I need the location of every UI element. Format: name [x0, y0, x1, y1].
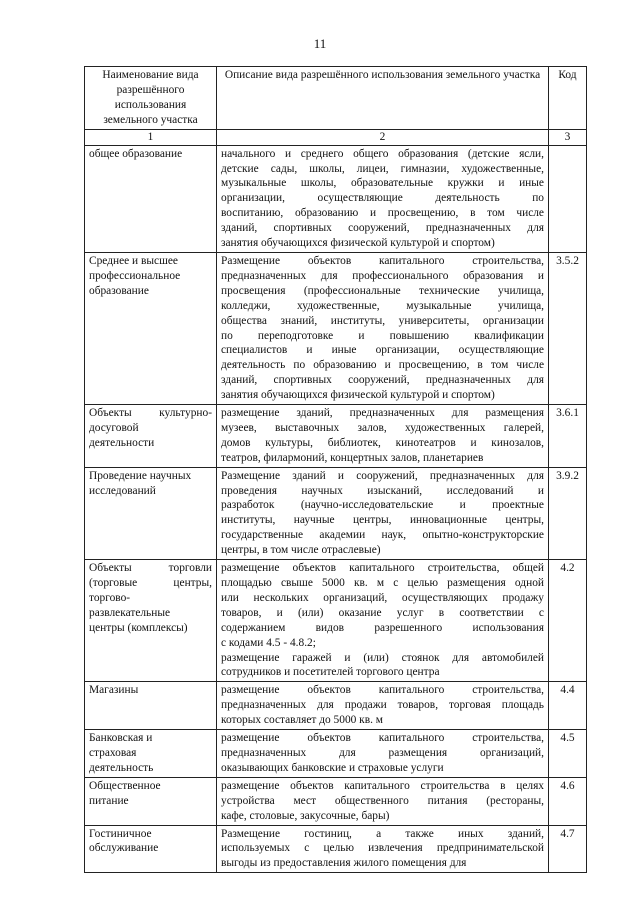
land-use-code: 3.5.2: [549, 252, 587, 404]
description-line: размещение гаражей и (или) стоянок для автомобилей: [221, 651, 544, 664]
table-row: [85, 730, 587, 778]
name-line: общее образование: [89, 147, 183, 160]
land-use-description: [217, 825, 549, 873]
land-use-name: [85, 145, 217, 252]
description-line: проведения научных изысканий, исследований и: [221, 484, 544, 497]
name-line: Объекты торговли: [89, 562, 212, 575]
description-line: просвещения (профессиональные технические училища,: [221, 284, 544, 297]
table-row: [85, 777, 587, 825]
description-line: выгоды из предоставления жилого помещения для: [221, 857, 467, 870]
land-use-code: 4.5: [549, 730, 587, 778]
name-line: Среднее и высшее: [89, 254, 178, 267]
name-line: страховая: [89, 746, 137, 759]
column-number-row: [85, 129, 587, 145]
table-row: [85, 825, 587, 873]
land-use-description: [217, 405, 549, 468]
table-row: [85, 405, 587, 468]
land-use-name: [85, 467, 217, 559]
name-line: питание: [89, 794, 129, 807]
description-line: с кодами 4.5 - 4.8.2;: [221, 636, 316, 649]
land-use-name: [85, 682, 217, 730]
description-line: центры, в том числе отраслевые): [221, 544, 381, 557]
description-line: размещение зданий, предназначенных для размещения: [221, 407, 544, 420]
land-use-description: [217, 560, 549, 682]
description-line: зданий, спортивных сооружений, предназначенных для: [221, 374, 544, 387]
name-line: торгово-: [89, 591, 131, 604]
name-line: досуговой: [89, 421, 139, 434]
description-line: предназначенных для размещения организаций,: [221, 746, 544, 759]
header-name: Наименование вида разрешённого использования земельного участка: [85, 67, 217, 130]
description-line: кафе, столовые, закусочные, бары): [221, 809, 390, 822]
description-line: деятельность по образованию и просвещению, в том числе: [221, 359, 544, 372]
name-line: (торговые центры,: [89, 577, 212, 589]
description-line: зданий, спортивных сооружений, предназначенных для: [221, 222, 544, 235]
description-line: по переподготовке и повышению квалификации: [221, 329, 544, 342]
land-use-name: [85, 825, 217, 873]
description-line: воспитанию, образованию и просвещению, в том числе: [221, 207, 544, 220]
description-line: Размещение гостиниц, а также иных зданий,: [221, 827, 544, 840]
land-use-description: [217, 467, 549, 559]
table-header-row: [85, 67, 587, 130]
name-line: деятельности: [89, 436, 155, 449]
land-use-code: 4.7: [549, 825, 587, 873]
description-line: товаров, и (или) оказание услуг в соответствии с: [221, 606, 544, 619]
land-use-description: [217, 145, 549, 252]
description-line: общества знаний, институты, университеты, организации: [221, 314, 544, 327]
land-use-description: [217, 777, 549, 825]
name-line: развлекательные: [89, 606, 171, 619]
description-line: музыкальные школы, образовательные кружки и иные: [221, 177, 544, 190]
name-line: Общественное: [89, 779, 161, 792]
description-line: начального и среднего общего образования (детские ясли,: [221, 147, 544, 160]
description-line: домов культуры, библиотек, кинотеатров и кинозалов,: [221, 436, 544, 449]
name-line: деятельность: [89, 761, 154, 774]
land-use-code: [549, 145, 587, 252]
description-line: устройства мест общественного питания (рестораны,: [221, 794, 544, 807]
name-line: центры (комплексы): [89, 621, 188, 634]
table-row: [85, 145, 587, 252]
column-number: 1: [85, 129, 217, 145]
land-use-name: [85, 405, 217, 468]
land-use-name: [85, 560, 217, 682]
description-line: которых составляет до 5000 кв. м: [221, 714, 383, 727]
land-use-code: 3.6.1: [549, 405, 587, 468]
description-line: площадью свыше 5000 кв. м с целью размещения одной: [221, 577, 544, 589]
table-row: [85, 560, 587, 682]
land-use-code: 3.9.2: [549, 467, 587, 559]
description-line: театров, филармоний, концертных залов, планетариев: [221, 451, 484, 464]
name-line: Объекты культурно-: [89, 407, 212, 420]
land-use-name: [85, 252, 217, 404]
header-code: Код: [549, 67, 587, 130]
description-line: сотрудников и посетителей торгового центра: [221, 666, 440, 679]
name-line: обслуживание: [89, 842, 159, 855]
table-body: [85, 145, 587, 873]
land-use-description: [217, 730, 549, 778]
name-line: образование: [89, 284, 149, 297]
description-line: занятия обучающихся физической культурой и спортом): [221, 389, 495, 402]
table-row: [85, 467, 587, 559]
description-line: государственные академии наук, опытно-конструкторские: [221, 529, 544, 542]
column-number: 2: [217, 129, 549, 145]
description-line: или нескольких организаций, осуществляющих продажу: [221, 591, 544, 604]
description-line: институты, научные центры, инновационные центры,: [221, 514, 544, 527]
description-line: предназначенных для продажи товаров, торговая площадь: [221, 699, 544, 712]
description-line: колледжи, художественные, музыкальные училища,: [221, 299, 544, 312]
name-line: Магазины: [89, 684, 139, 697]
land-use-name: [85, 777, 217, 825]
description-line: детские сады, школы, лицеи, гимназии, художественные,: [221, 162, 544, 175]
land-use-code: 4.4: [549, 682, 587, 730]
description-line: размещение объектов капитального строительства в целях: [221, 779, 544, 792]
name-line: Банковская и: [89, 732, 153, 745]
land-use-description: [217, 252, 549, 404]
land-use-table: [84, 66, 587, 873]
header-description: Описание вида разрешённого использования земельного участка: [217, 67, 549, 130]
column-number: 3: [549, 129, 587, 145]
table-row: [85, 682, 587, 730]
page-number: 11: [313, 36, 327, 51]
name-line: Проведение научных: [89, 469, 192, 482]
description-line: размещение объектов капитального строительства, общей: [221, 562, 544, 575]
name-line: исследований: [89, 484, 156, 497]
description-line: предназначенных для профессионального образования и: [221, 269, 544, 282]
land-use-name: [85, 730, 217, 778]
description-line: размещение объектов капитального строительства,: [221, 684, 544, 697]
description-line: разработок (научно-исследовательские и проектные: [221, 499, 544, 512]
description-line: размещение объектов капитального строительства,: [221, 732, 544, 745]
description-line: организации, осуществляющие деятельность по: [221, 192, 544, 205]
description-line: Размещение зданий и сооружений, предназначенных для: [221, 469, 544, 482]
name-line: Гостиничное: [89, 827, 152, 840]
name-line: профессиональное: [89, 269, 181, 282]
description-line: занятия обучающихся физической культурой и спортом): [221, 237, 495, 250]
land-use-code: 4.6: [549, 777, 587, 825]
land-use-description: [217, 682, 549, 730]
description-line: оказывающих банковские и страховые услуги: [221, 761, 444, 774]
description-line: специалистов и иные организации, осуществляющие: [221, 344, 544, 357]
description-line: Размещение объектов капитального строительства,: [221, 254, 544, 267]
description-line: музеев, выставочных залов, художественных галерей,: [221, 421, 544, 434]
description-line: используемых с целью извлечения предпринимательской: [221, 842, 544, 855]
description-line: содержанием видов разрешенного использования: [221, 621, 544, 634]
land-use-code: 4.2: [549, 560, 587, 682]
table-row: [85, 252, 587, 404]
